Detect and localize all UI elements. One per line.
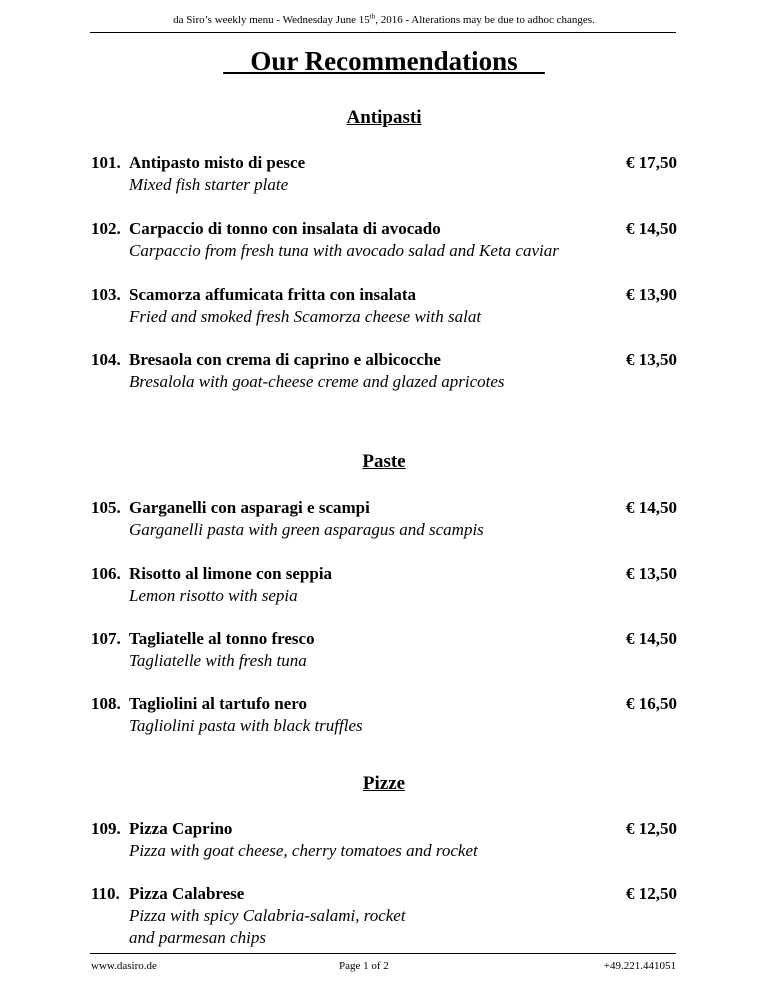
header-text: da Siro’s weekly menu - Wednesday June 15 (173, 14, 370, 26)
item-price: € 17,50 (626, 153, 677, 172)
item-name: Pizza Caprino (129, 819, 233, 838)
item-number: 103. (91, 285, 121, 304)
item-name: Tagliatelle al tonno fresco (129, 629, 315, 648)
item-description: Pizza with spicy Calabria-salami, rocket and parmesan chips (129, 906, 406, 947)
header-text-end: , 2016 - Alterations may be due to adhoc changes. (375, 14, 595, 26)
item-number: 108. (91, 694, 121, 713)
page-header (0, 13, 768, 27)
item-description: Garganelli pasta with green asparagus and scampis (129, 520, 484, 539)
item-name: Carpaccio di tonno con insalata di avocado (129, 219, 441, 238)
item-number: 102. (91, 219, 121, 238)
item-price: € 13,50 (626, 564, 677, 583)
item-price: € 13,50 (626, 350, 677, 369)
item-description: Tagliatelle with fresh tuna (129, 651, 307, 670)
item-name: Tagliolini al tartufo nero (129, 694, 308, 713)
item-number: 106. (91, 564, 121, 583)
item-number: 104. (91, 350, 121, 369)
footer-rule (90, 953, 676, 954)
item-name: Risotto al limone con seppia (129, 564, 333, 583)
item-description: Carpaccio from fresh tuna with avocado salad and Keta caviar (129, 241, 559, 260)
section-heading-pizze: Pizze (362, 773, 406, 794)
item-description: Lemon risotto with sepia (129, 586, 298, 605)
item-description: Tagliolini pasta with black truffles (129, 716, 363, 735)
item-description: Fried and smoked fresh Scamorza cheese with salat (129, 307, 482, 326)
item-name: Bresaola con crema di caprino e albicocche (129, 350, 441, 369)
item-name: Garganelli con asparagi e scampi (129, 498, 370, 517)
item-price: € 12,50 (626, 819, 677, 838)
item-description: Mixed fish starter plate (129, 175, 289, 194)
item-name: Antipasto misto di pesce (129, 153, 306, 172)
item-number: 101. (91, 153, 121, 172)
footer-phone: +49.221.441051 (603, 960, 676, 972)
item-price: € 12,50 (626, 884, 677, 903)
item-number: 110. (91, 884, 120, 903)
item-name: Pizza Calabrese (129, 884, 245, 903)
header-rule (90, 32, 676, 33)
section-heading-paste: Paste (362, 451, 406, 472)
page-title: __Our Recommendations__ (223, 46, 545, 76)
footer-website: www.dasiro.de (91, 960, 157, 972)
item-price: € 16,50 (626, 694, 677, 713)
item-description: Bresalola with goat-cheese creme and glazed apricotes (129, 372, 505, 391)
item-price: € 14,50 (626, 629, 677, 648)
item-number: 105. (91, 498, 121, 517)
item-number: 109. (91, 819, 121, 838)
footer-page-number: Page 1 of 2 (339, 960, 389, 972)
item-price: € 14,50 (626, 219, 677, 238)
header-superscript: th (369, 12, 376, 21)
section-heading-antipasti: Antipasti (346, 107, 422, 128)
item-number: 107. (91, 629, 121, 648)
item-description: Pizza with goat cheese, cherry tomatoes and rocket (129, 841, 478, 860)
item-name: Scamorza affumicata fritta con insalata (129, 285, 417, 304)
item-price: € 14,50 (626, 498, 677, 517)
item-price: € 13,90 (626, 285, 677, 304)
